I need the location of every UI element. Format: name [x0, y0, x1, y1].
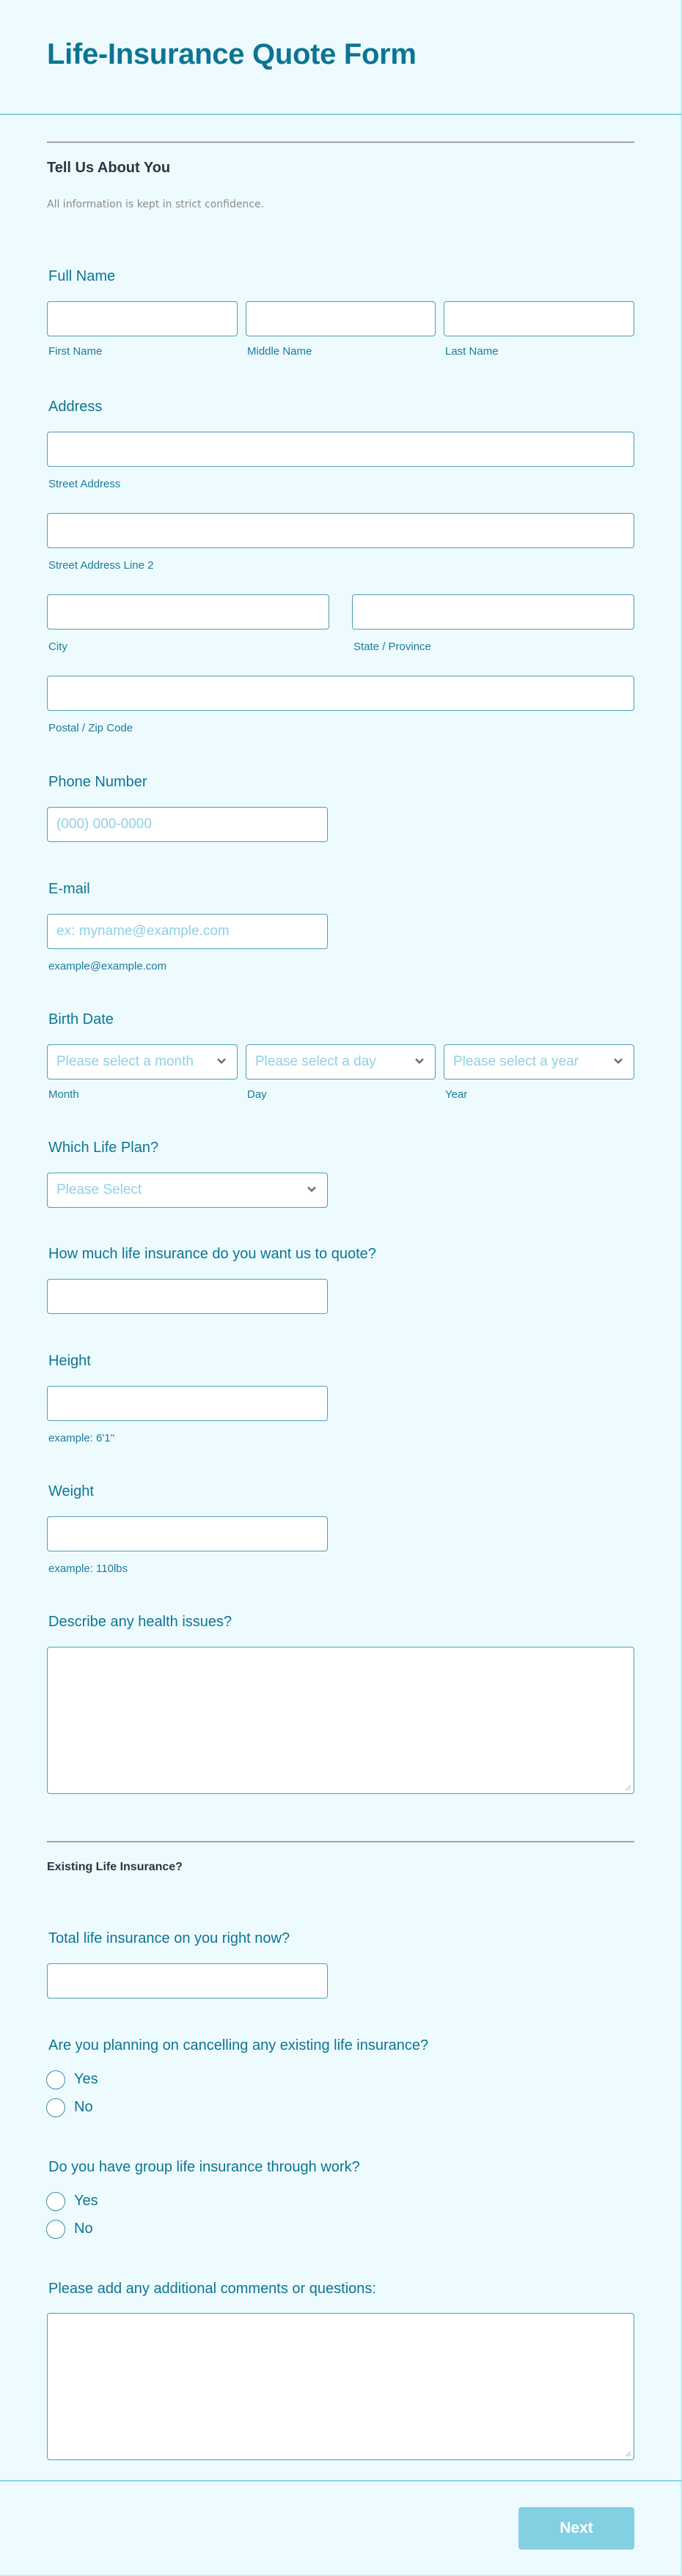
chevron-down-icon — [305, 1183, 318, 1196]
total-insurance-input[interactable] — [47, 1963, 328, 1999]
section-heading: Tell Us About You — [47, 160, 171, 176]
middle-name-input[interactable] — [246, 301, 436, 336]
year-sublabel: Year — [445, 1088, 468, 1101]
resize-grip-icon[interactable] — [624, 2450, 631, 2457]
birth-month-select[interactable] — [47, 1044, 238, 1080]
group-no-radio[interactable] — [46, 2220, 65, 2239]
birth-date-label: Birth Date — [48, 1011, 114, 1027]
comments-textarea[interactable] — [47, 2313, 634, 2460]
street-address-sublabel: Street Address — [48, 478, 121, 490]
year-placeholder: Please select a year — [453, 1054, 579, 1069]
section-divider-2 — [47, 1841, 634, 1842]
life-plan-select[interactable] — [47, 1173, 328, 1208]
street-address-line2-sublabel: Street Address Line 2 — [48, 559, 154, 572]
email-placeholder: ex: myname@example.com — [56, 923, 230, 939]
middle-name-sublabel: Middle Name — [247, 345, 312, 358]
email-label: E-mail — [48, 881, 90, 897]
day-sublabel: Day — [247, 1088, 267, 1101]
cancelling-label: Are you planning on cancelling any existing life insurance? — [48, 2037, 429, 2053]
birth-day-select[interactable] — [246, 1044, 436, 1080]
resize-grip-icon[interactable] — [624, 1784, 631, 1791]
life-plan-label: Which Life Plan? — [48, 1140, 159, 1156]
next-button[interactable]: Next — [518, 2507, 634, 2550]
last-name-input[interactable] — [444, 301, 634, 336]
height-sublabel: example: 6'1'' — [48, 1432, 115, 1444]
section-subheading: All information is kept in strict confidence. — [47, 199, 265, 210]
health-issues-label: Describe any health issues? — [48, 1614, 232, 1630]
section-divider — [47, 141, 634, 143]
form-title: Life-Insurance Quote Form — [47, 38, 417, 70]
month-sublabel: Month — [48, 1088, 79, 1101]
weight-input[interactable] — [47, 1516, 328, 1551]
day-placeholder: Please select a day — [255, 1054, 376, 1069]
health-issues-textarea[interactable] — [47, 1647, 634, 1794]
footer-divider — [0, 2480, 682, 2481]
address-label: Address — [48, 399, 103, 415]
group-yes-radio[interactable] — [46, 2192, 65, 2211]
quote-amount-label: How much life insurance do you want us to quote? — [48, 1246, 376, 1262]
life-plan-placeholder: Please Select — [56, 1182, 142, 1197]
chevron-down-icon — [612, 1055, 625, 1068]
state-sublabel: State / Province — [353, 641, 431, 653]
cancelling-yes-radio[interactable] — [46, 2070, 65, 2089]
cancelling-yes-label[interactable]: Yes — [74, 2071, 98, 2087]
phone-placeholder: (000) 000-0000 — [56, 816, 152, 832]
cancelling-no-radio[interactable] — [46, 2098, 65, 2117]
first-name-input[interactable] — [47, 301, 238, 336]
chevron-down-icon — [215, 1055, 228, 1068]
group-yes-label[interactable]: Yes — [74, 2193, 98, 2209]
group-insurance-label: Do you have group life insurance through work? — [48, 2159, 360, 2175]
phone-input[interactable] — [47, 807, 328, 842]
weight-label: Weight — [48, 1483, 94, 1499]
last-name-sublabel: Last Name — [445, 345, 499, 358]
cancelling-no-label[interactable]: No — [74, 2099, 93, 2115]
email-sublabel: example@example.com — [48, 960, 167, 973]
header-divider — [0, 114, 682, 115]
total-insurance-label: Total life insurance on you right now? — [48, 1930, 290, 1946]
height-input[interactable] — [47, 1386, 328, 1421]
street-address-input[interactable] — [47, 432, 634, 467]
first-name-sublabel: First Name — [48, 345, 103, 358]
postal-code-input[interactable] — [47, 676, 634, 711]
city-sublabel: City — [48, 641, 67, 653]
quote-amount-input[interactable] — [47, 1279, 328, 1314]
comments-label: Please add any additional comments or questions: — [48, 2281, 376, 2297]
full-name-label: Full Name — [48, 268, 116, 284]
state-input[interactable] — [352, 594, 634, 630]
phone-label: Phone Number — [48, 774, 147, 790]
group-no-label[interactable]: No — [74, 2221, 93, 2237]
height-label: Height — [48, 1353, 91, 1369]
month-placeholder: Please select a month — [56, 1054, 194, 1069]
birth-year-select[interactable] — [444, 1044, 634, 1080]
weight-sublabel: example: 110lbs — [48, 1562, 128, 1575]
chevron-down-icon — [413, 1055, 426, 1068]
street-address-line2-input[interactable] — [47, 513, 634, 548]
email-input[interactable] — [47, 914, 328, 949]
city-input[interactable] — [47, 594, 329, 630]
existing-insurance-heading: Existing Life Insurance? — [47, 1861, 183, 1873]
postal-code-sublabel: Postal / Zip Code — [48, 722, 133, 734]
